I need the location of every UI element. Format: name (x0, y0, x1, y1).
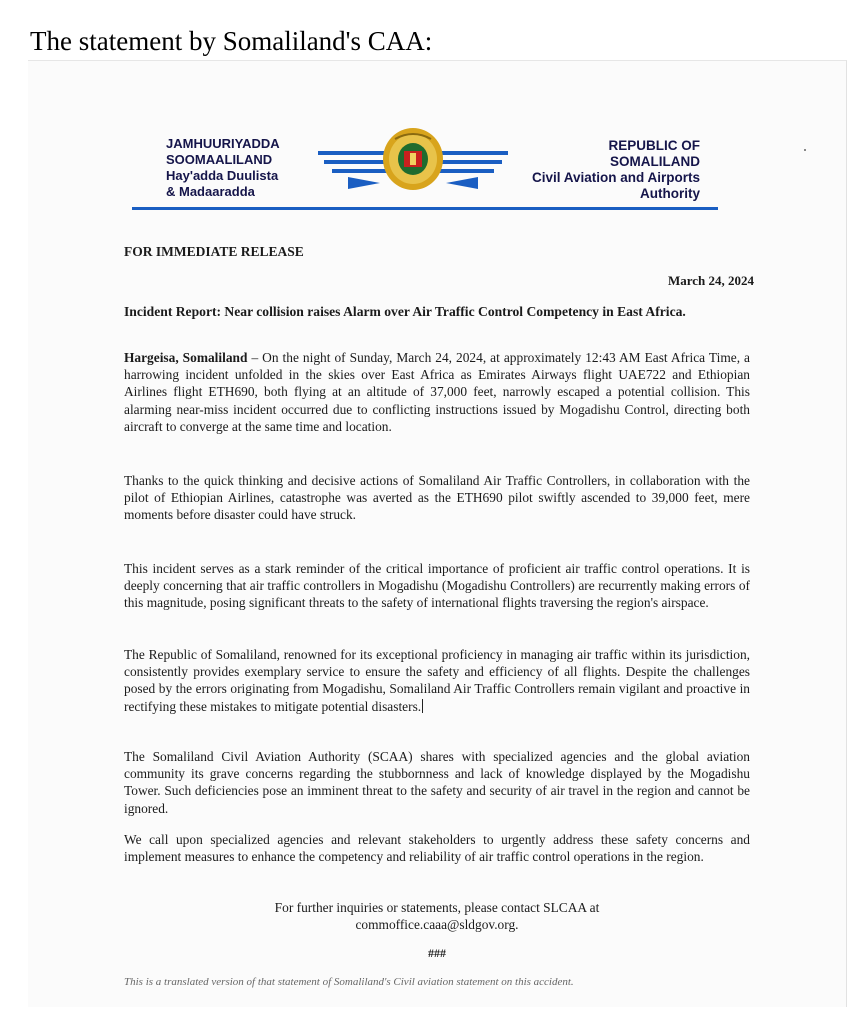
letterhead-right-line1: REPUBLIC OF (608, 138, 700, 153)
letterhead-left-line1: JAMHUURIYADDA (166, 136, 280, 151)
letterhead-right-line2: SOMALILAND (610, 154, 700, 169)
caption-title: The statement by Somaliland's CAA: (30, 26, 433, 56)
release-label: FOR IMMEDIATE RELEASE (124, 244, 304, 259)
paragraph-1 (124, 349, 750, 435)
paragraph-6: We call upon specialized agencies and relevant stakeholders to urgently address these safety concerns and implement measures to enhance the competency and reliability of air traffic control operations in the region. (124, 832, 750, 865)
translation-footnote: This is a translated version of that statement of Somaliland's Civil aviation statement on this accident. (124, 976, 574, 988)
paragraph-4-text: The Republic of Somaliland, renowned for its exceptional proficiency in managing air traffic within its jurisdiction, consistently provides exemplary service to ensure the safety and efficiency of all flights. Despite the challenges posed by the errors originating from Mogadishu, Somaliland Air Traffic Controllers remain vigilant and proactive in rectifying these mistakes to mitigate potential disasters. (124, 647, 750, 714)
letterhead-left-line4: & Madaaradda (166, 184, 255, 199)
paragraph-1-text: – On the night of Sunday, March 24, 2024, at approximately 12:43 AM East Africa Time, a harrowing incident unfolded in the skies over East Africa as Emirates Airways flight UAE722 and Ethiopian Airlines flight ETH690, both flying at an altitude of 37,000 feet, narrowly escaped a potential collision. This alarming near-miss incident occurred due to conflicting instructions issued by Mogadishu Control, directing both aircraft to converge at the same time and location. (124, 350, 750, 434)
letterhead-right-line3: Civil Aviation and Airports (531, 170, 700, 185)
contact-line-1: For further inquiries or statements, please contact SLCAA at (274, 900, 600, 915)
dateline: Hargeisa, Somaliland (124, 350, 248, 365)
release-date: March 24, 2024 (667, 273, 754, 288)
letterhead-english-name (532, 138, 700, 202)
paragraph-2: Thanks to the quick thinking and decisive actions of Somaliland Air Traffic Controllers, in collaboration with the pilot of Ethiopian Airlines, catastrophe was averted as the ETH690 pilot swiftly ascended to 39,000 feet, mere moments before disaster could have struck. (124, 473, 750, 523)
contact-block (124, 899, 750, 933)
letterhead-divider (132, 207, 718, 210)
paragraph-5: The Somaliland Civil Aviation Authority (SCAA) shares with specialized agencies and the global aviation community its grave concerns regarding the stubbornness and lack of knowledge displayed by the Mogadishu Tower. Such deficiencies pose an imminent threat to the safety and security of air travel in the region and cannot be ignored. (124, 749, 750, 816)
letterhead-right-line4: Authority (640, 186, 700, 201)
report-title: Incident Report: Near collision raises Alarm over Air Traffic Control Competency in East Africa. (124, 304, 686, 319)
scan-speck (804, 149, 806, 151)
text-cursor (422, 699, 423, 713)
paragraph-3: This incident serves as a stark reminder of the critical importance of proficient air traffic control operations. It is deeply concerning that air traffic controllers in Mogadishu (Mogadishu Controllers) are recurrently making errors of this magnitude, posing significant threats to the safety of international flights traversing the region's airspace. (124, 561, 750, 611)
letterhead-left-line3: Hay'adda Duulista (166, 168, 279, 183)
letterhead-left-line2: SOOMAALILAND (166, 152, 273, 167)
end-marks: ### (428, 946, 446, 960)
contact-email: commoffice.caaa@sldgov.org. (355, 917, 519, 933)
press-release-document (28, 60, 847, 1007)
paragraph-4 (124, 646, 750, 715)
caa-emblem-icon (318, 127, 508, 193)
letterhead-somali-name (166, 136, 280, 200)
